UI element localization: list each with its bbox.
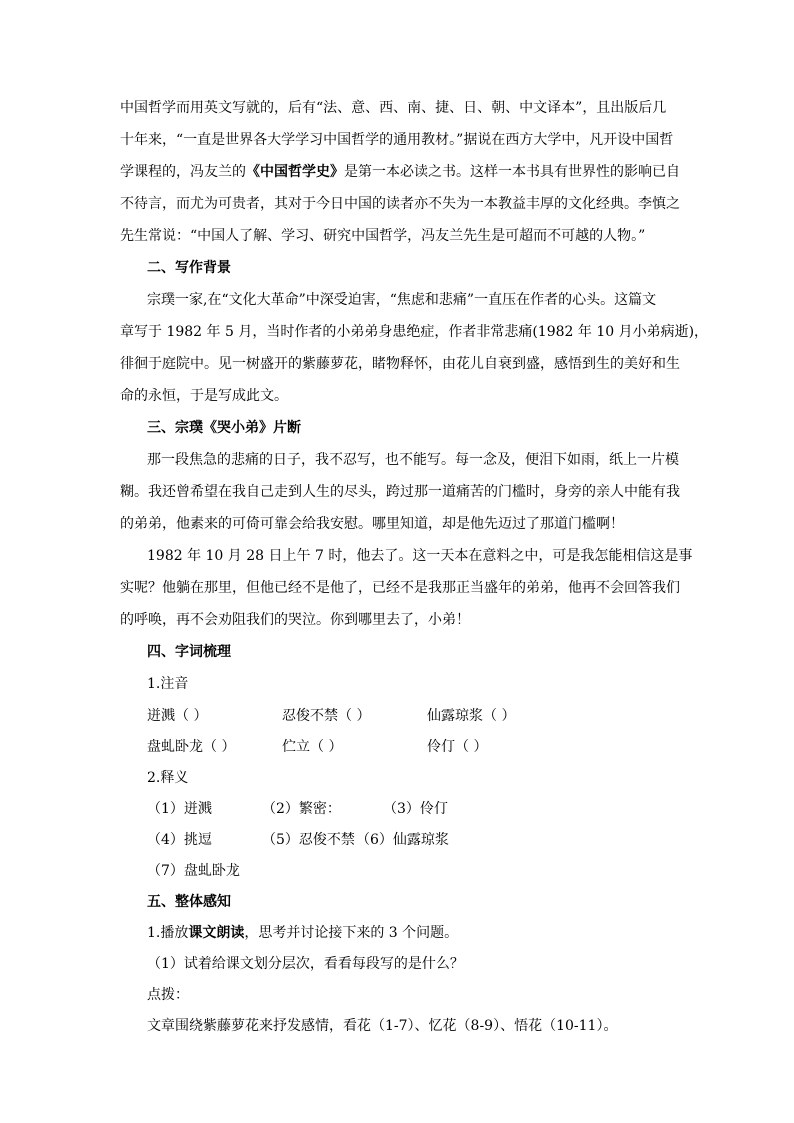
paragraph-line: 的弟弟，他素来的可倚可靠会给我安慰。哪里知道，却是他先迈过了那道门槛啊！ (120, 516, 624, 532)
question-line: （1）试着给课文划分层次，看看每段写的是什么？ (147, 956, 464, 972)
hint-label: 点拨： (147, 987, 189, 1003)
paragraph-line: 十年来，“一直是世界各大学学习中国哲学的通用教材。”据说在西方大学中，凡开设中国哲 (120, 132, 674, 148)
paragraph-line: 徘徊于庭院中。见一树盛开的紫藤萝花，睹物释怀，由花儿自衰到盛，感悟到生的美好和生 (120, 356, 680, 372)
pinyin-item: 伫立（ ） (282, 739, 343, 755)
paragraph-line: 1982 年 10 月 28 日上午 7 时，他去了。这一天本在意料之中，可是我怎能相信这是事 (147, 548, 693, 564)
meaning-item: （6）仙露琼浆 (356, 832, 449, 848)
paragraph-line: 中国哲学而用英文写就的，后有“法、意、西、南、捷、日、朝、中文译本”，且出版后几 (120, 100, 667, 116)
paragraph-line: 先生常说：“中国人了解、学习、研究中国哲学，冯友兰先生是可超而不可越的人物。” (120, 228, 646, 244)
pinyin-item: 忍俊不禁（ ） (282, 708, 371, 724)
meaning-item: （4）挑逗 (147, 832, 212, 848)
subheading: 1.注音 (147, 676, 189, 692)
pinyin-item: 盘虬卧龙（ ） (147, 739, 236, 755)
question-suffix: ，思考并讨论接下来的 3 个问题。 (244, 925, 459, 941)
paragraph-line: 章写于 1982 年 5 月，当时作者的小弟弟身患绝症，作者非常悲痛(1982 年 10 月小弟病逝)， (120, 324, 709, 340)
paragraph-line: 的呼唤，再不会劝阻我们的哭泣。你到哪里去了，小弟！ (120, 612, 470, 628)
pinyin-item: 迸溅（ ） (147, 708, 208, 724)
meaning-item: （5）忍俊不禁 (262, 832, 355, 848)
paragraph-text: 是第一本必读之书。这样一本书具有世界性的影响已自 (344, 164, 680, 180)
meaning-item: （7）盘虬卧龙 (147, 863, 240, 879)
paragraph-line: 宗璞一家,在“文化大革命”中深受迫害，“焦虑和悲痛”一直压在作者的心头。这篇文 (147, 292, 657, 308)
paragraph-line: 那一段焦急的悲痛的日子，我不忍写，也不能写。每一念及，便泪下如雨，纸上一片模 (147, 452, 679, 468)
book-title: 《中国哲学史》 (246, 164, 344, 180)
paragraph-text: 学课程的，冯友兰的 (120, 164, 246, 180)
lesson-reading-link: 课文朗读 (188, 925, 245, 941)
paragraph-line: 不待言，而尤为可贵者，其对于今日中国的读者亦不失为一本教益丰厚的文化经典。李慎之 (120, 196, 680, 212)
section-heading: 三、宗璞《哭小弟》片断 (147, 420, 301, 436)
pinyin-item: 仙露琼浆（ ） (427, 708, 516, 724)
paragraph-line: 糊。我还曾希望在我自己走到人生的尽头，跨过那一道痛苦的门槛时，身旁的亲人中能有我 (120, 484, 680, 500)
section-heading: 五、整体感知 (147, 894, 231, 910)
paragraph-line: 实呢？他躺在那里，但他已经不是他了，已经不是我那正当盛年的弟弟，他再不会回答我们 (120, 580, 680, 596)
paragraph-line (120, 162, 680, 182)
subheading: 2.释义 (147, 770, 189, 786)
section-heading: 二、写作背景 (147, 260, 231, 276)
hint-text: 文章围绕紫藤萝花来抒发感情，看花（1-7）、忆花（8-9）、悟花（10-11）。 (147, 1018, 618, 1034)
section-heading: 四、字词梳理 (147, 644, 231, 660)
pinyin-item: 伶仃（ ） (427, 739, 488, 755)
meaning-item: （1）迸溅 (147, 801, 212, 817)
question-prefix: 1.播放 (147, 925, 189, 941)
paragraph-line: 命的永恒，于是写成此文。 (120, 388, 288, 404)
question-line (147, 923, 707, 943)
meaning-item: （3）伶仃 (383, 801, 448, 817)
meaning-item: （2）繁密： (262, 801, 341, 817)
